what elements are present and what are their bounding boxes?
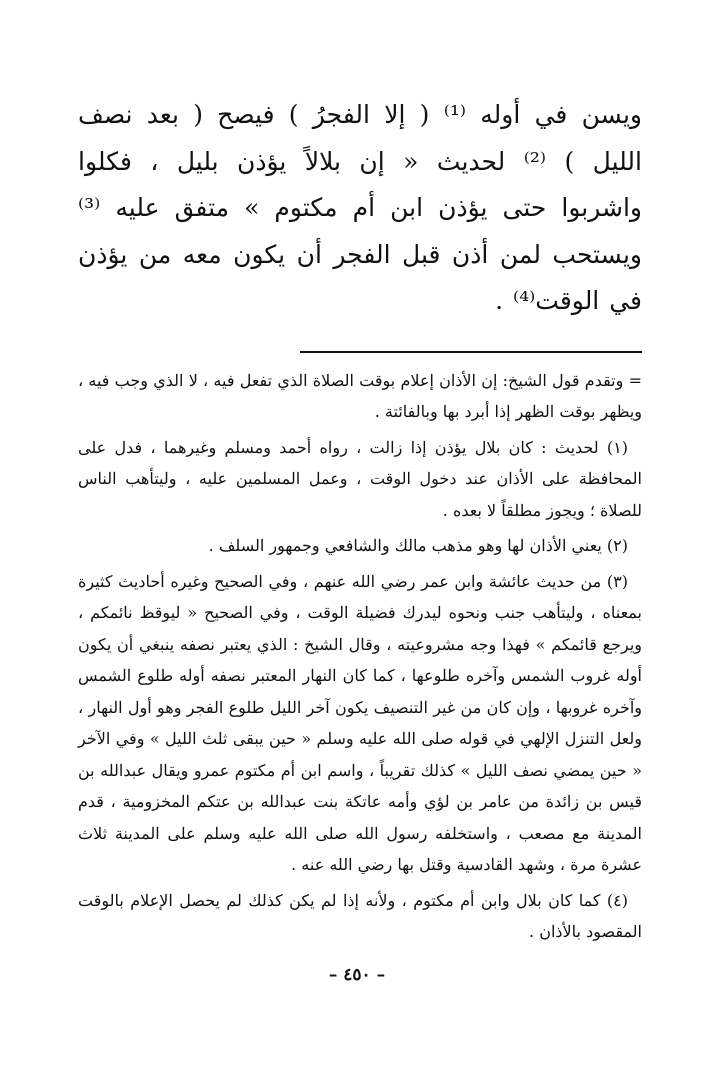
footnote-2: (٢) يعني الأذان لها وهو مذهب مالك والشافعي وجمهور السلف . [208,536,628,555]
footnotes [78,365,642,948]
footnote-4: (٤) كما كان بلال وابن أم مكتوم ، ولأنه إذا لم يكن كذلك لم يحصل الإعلام بالوقت المقصود بالأذان . [78,890,642,941]
main-text: ويسن في أوله ⁽¹⁾ ( إلا الفجرُ ) فيصح ( بعد نصف الليل ) ⁽²⁾ لحديث « إن بلالاً يؤذن بليل ، فكلوا واشربوا حتى يؤذن ابن أم مكتوم » متفق عليه ⁽³⁾ ويستحب لمن أذن قبل الفجر أن يكون معه من يؤذن في الوقت⁽⁴⁾ . [78,100,643,315]
page-number: – ٤٥٠ – [328,965,386,985]
footnote-divider [300,351,642,353]
footnote-1: (١) لحديث : كان بلال يؤذن إذا زالت ، رواه أحمد ومسلم وغيرهما ، فدل على المحافظة على الأذان عند دخول الوقت ، وعمل المسلمين عليه ، وليتأهب الناس للصلاة ؛ ويجوز مطلقاً لا بعده . [78,437,642,520]
footnote-3: (٣) من حديث عائشة وابن عمر رضي الله عنهم ، وفي الصحيح وغيره أحاديث كثيرة بمعناه ، وليتأهب جنب ونحوه ليدرك فضيلة الوقت ، وفي الصحيح « ليوقظ نائمكم ، ويرجع قائمكم » فهذا وجه مشروعيته ، وقال الشيخ : الذي يعتبر نصفه ينبغي أن يكون أوله غروب الشمس وآخره طلوعها ، كما كان النهار المعتبر نصفه أوله طلوع الشمس وآخره غروبها ، وإن كان من غير التنصيف يكون آخر الليل طلوع الفجر وهو أول النهار ، ولعل التنزل الإلهي في قوله صلى الله عليه وسلم « حين يبقى ثلث الليل » وفي الآخر « حين يمضي نصف الليل » كذلك تقريباً ، واسم ابن أم مكتوم عمرو ويقال عبدالله بن قيس بن زائدة من عامر بن لؤي وأمه عاتكة بنت عبدالله بن عتكم المخزومية ، قدم المدينة مع مصعب ، واستخلفه رسول الله صلى الله عليه وسلم على المدينة ثلاث عشرة مرة ، وشهد القادسية وقتل بها رضي الله عنه . [78,571,643,874]
footnote-continuation: = وتقدم قول الشيخ: إن الأذان إعلام بوقت الصلاة الذي تفعل فيه ، لا الذي وجب فيه ، ويظهر بوقت الظهر إذا أبرد بها وبالفائتة . [78,370,642,421]
